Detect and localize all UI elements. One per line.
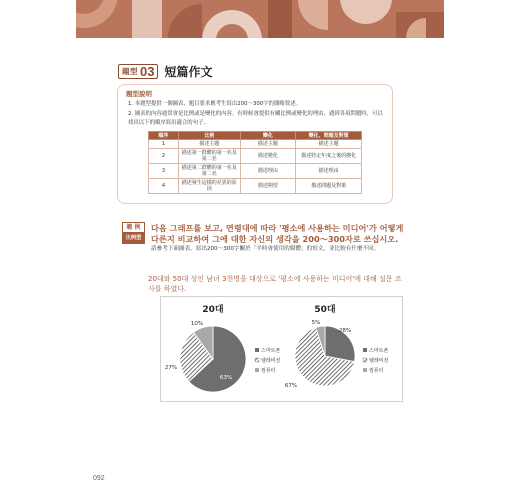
example-badge-bottom: 比例型	[122, 233, 145, 244]
example-badge-top: 範 例	[122, 222, 145, 233]
table-row	[149, 149, 362, 164]
table-cell: 描述特定年度之後的變化	[296, 149, 362, 164]
table-cell: 描述理由	[296, 164, 362, 179]
pie-charts-panel	[160, 296, 403, 402]
example-question-chinese: 請參考下面圖表，寫出200～300字關於「平時會使用的媒體」的短文，並比較有什麼不同。	[151, 246, 380, 252]
description-heading: 題型說明	[126, 90, 152, 98]
example-badge	[122, 222, 145, 244]
sentence-order-table	[148, 131, 362, 194]
table-cell: 4	[149, 179, 179, 194]
pie-charts-svg	[161, 297, 404, 403]
section-title: 短篇作文	[164, 64, 213, 79]
legend-swatch	[255, 348, 259, 352]
chart-title: 20대	[202, 305, 224, 315]
table-row	[149, 164, 362, 179]
table-row	[149, 140, 362, 149]
legend-label: 스마트폰	[261, 348, 281, 354]
legend-swatch	[363, 348, 367, 352]
table-cell: 描述期望	[240, 179, 296, 194]
table-cell: 描述主題	[296, 140, 362, 149]
table-cell: 1	[149, 140, 179, 149]
description-item-2: 2. 圖表的內容通常會是比例或是變化的內容。有時候會提供有關比例或變化的理由，遇到各項問題時，可以找出以下的順序寫出適合的句子。	[128, 111, 383, 126]
pie-data-label: 67%	[284, 383, 298, 389]
pie-data-label: 5%	[311, 320, 321, 326]
legend-swatch	[363, 358, 367, 362]
legend-swatch	[255, 368, 259, 372]
table-cell: 3	[149, 164, 179, 179]
table-cell: 描述理由	[240, 164, 296, 179]
table-cell: 描述發生這樣的差異的原因	[178, 179, 240, 194]
legend-swatch	[363, 368, 367, 372]
table-cell: 描述變化	[240, 149, 296, 164]
question-type-number: 03	[140, 63, 155, 79]
pie-data-label: 63%	[219, 375, 233, 381]
table-header-cell: 變化	[240, 132, 296, 140]
question-type-title	[118, 63, 212, 79]
table-row	[149, 179, 362, 194]
table-cell: 描述第二群體的第一名及第二名	[178, 164, 240, 179]
table-cell: 描述問題及對策	[296, 179, 362, 194]
table-header-cell: 比例	[178, 132, 240, 140]
decorative-header-banner	[76, 0, 444, 38]
question-type-badge	[118, 64, 158, 79]
description-item-1: 1. 本題型提供一個圖表，題目要求應考生寫出200～300字的簡略敘述。	[128, 101, 301, 107]
table-header-row	[149, 132, 362, 140]
table-header-cell: 變化、問題及對策	[296, 132, 362, 140]
legend-swatch	[255, 358, 259, 362]
example-question-korean: 다음 그래프를 보고, 연령대에 따라 '평소에 사용하는 미디어'가 어떻게 다른지 비교하여 그에 대한 자신의 생각을 200～300자로 쓰십시오.	[151, 223, 404, 244]
table-cell: 2	[149, 149, 179, 164]
question-type-label: 題型	[122, 66, 138, 76]
page-number: 092	[93, 475, 105, 482]
legend-label: 스마트폰	[369, 348, 389, 354]
legend-label: 컴퓨터	[369, 368, 384, 374]
table-cell: 描述主題	[178, 140, 240, 149]
legend-label: 텔레비전	[261, 358, 281, 364]
table-cell: 描述主題	[240, 140, 296, 149]
table-header-cell: 順序	[149, 132, 179, 140]
pie-data-label: 28%	[338, 328, 352, 334]
table-cell: 描述第一群體的第一名及第二名	[178, 149, 240, 164]
pie-data-label: 27%	[164, 365, 178, 371]
survey-description: 20대와 50대 성인 남녀 3천명을 대상으로 '평소에 사용하는 미디어'에 대해 설문 조사를 하였다.	[148, 275, 402, 293]
chart-title: 50대	[314, 305, 336, 315]
pie-data-label: 10%	[190, 321, 204, 327]
legend-label: 컴퓨터	[261, 368, 276, 374]
legend-label: 텔레비전	[369, 358, 389, 364]
